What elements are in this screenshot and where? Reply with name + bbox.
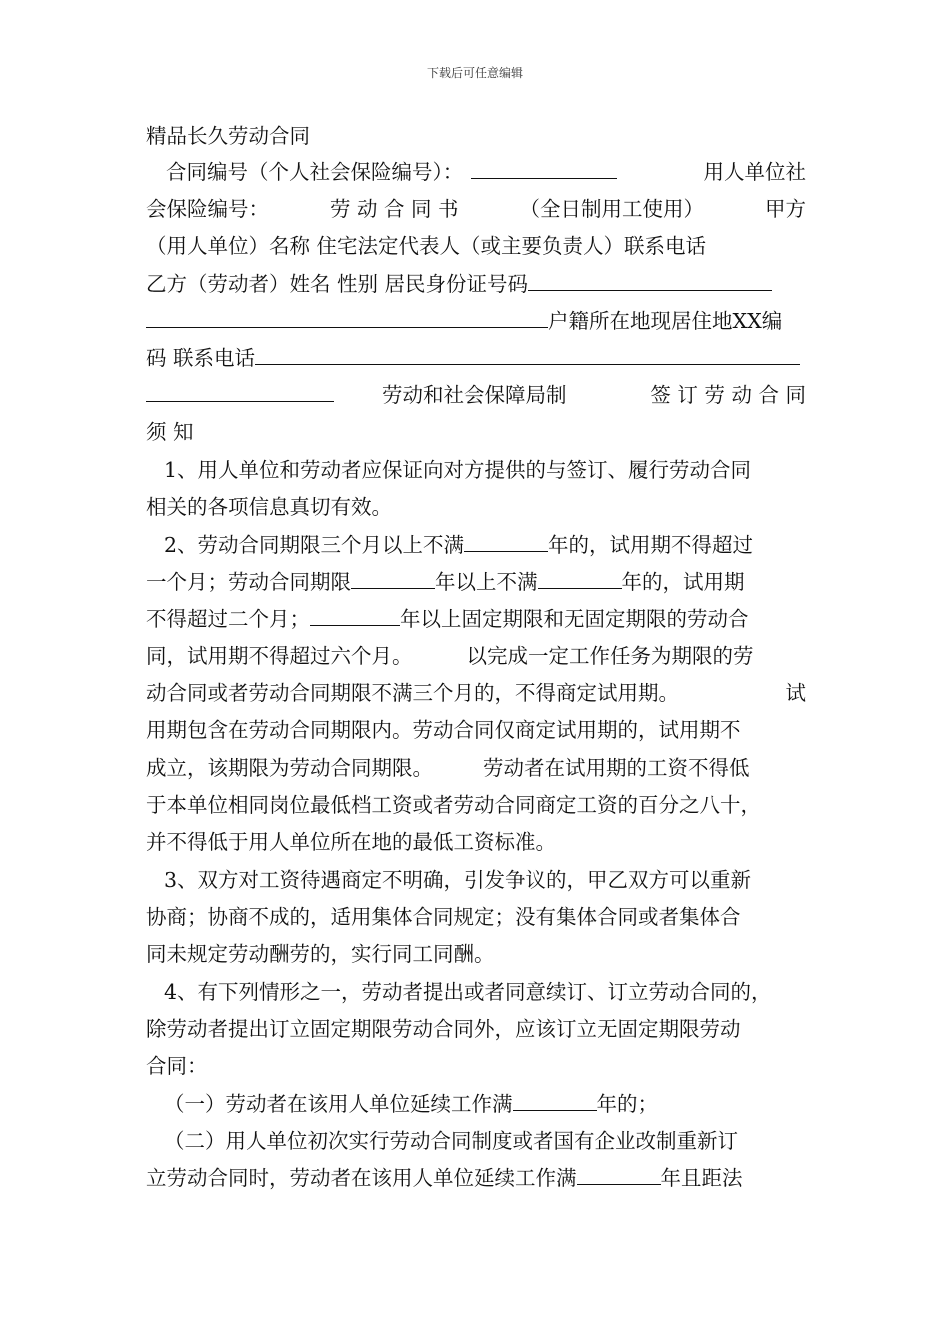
text-segment: 同，试用期不得超过六个月。 <box>146 644 413 668</box>
party-a-label: 甲方 <box>764 197 806 221</box>
text-segment: 2、劳动合同期限三个月以上不满 <box>164 533 465 557</box>
text-segment: 年以上不满 <box>435 570 538 594</box>
employee-info-line <box>146 266 806 302</box>
item-2-line: （二）用人单位初次实行劳动合同制度或者国有企业改制重新订 <box>164 1129 738 1153</box>
text-segment: 以完成一定工作任务为期限的劳 <box>466 644 754 668</box>
household-line <box>146 303 806 339</box>
employer-info-line: （用人单位）名称 住宅法定代表人（或主要负责人）联系电话 <box>146 234 707 258</box>
paragraph-2-line <box>146 527 806 563</box>
code-phone-line <box>146 340 806 376</box>
paragraph-3-line: 协商；协商不成的，适用集体合同规定；没有集体合同或者集体合 <box>146 905 741 929</box>
paragraph-2-line <box>146 750 806 786</box>
paragraph-2-line <box>146 675 806 711</box>
social-insurance-line <box>146 191 806 227</box>
paragraph-2-line <box>146 638 806 674</box>
text-segment: 不得超过二个月； <box>146 607 310 631</box>
employee-info-text: 乙方（劳动者）姓名 性别 居民身份证号码 <box>146 272 529 296</box>
blank-line <box>351 568 435 589</box>
sign-contract-heading: 签 订 劳 动 合 同 <box>650 383 806 407</box>
text-segment: 年以上固定期限和无固定期限的劳动合 <box>400 607 749 631</box>
text-segment: 年的，试用期不得超过 <box>548 533 754 557</box>
page-header: 下载后可任意编辑 <box>426 66 523 80</box>
paragraph-1-line: 1、用人单位和劳动者应保证向对方提供的与签订、履行劳动合同 <box>164 458 752 482</box>
paragraph-2-line <box>146 601 806 637</box>
blank-line <box>528 270 772 291</box>
fulltime-label: （全日制用工使用） <box>519 197 705 221</box>
bureau-line <box>146 377 806 413</box>
document-title: 精品长久劳动合同 <box>146 124 310 148</box>
paragraph-4-line: 4、有下列情形之一，劳动者提出或者同意续订、订立劳动合同的， <box>164 980 772 1004</box>
text-segment: 年的，试用期 <box>621 570 745 594</box>
blank-line <box>146 307 548 328</box>
text-segment: 成立，该期限为劳动合同期限。 <box>146 756 433 780</box>
blank-line <box>471 158 617 179</box>
paragraph-4-line: 合同： <box>146 1054 208 1078</box>
paragraph-2-line <box>146 564 806 600</box>
blank-line <box>146 381 334 402</box>
contract-number-line <box>146 154 806 190</box>
item-2-line <box>146 1160 806 1196</box>
notice-heading: 须 知 <box>146 420 194 444</box>
paragraph-3-line: 3、双方对工资待遇商定不明确，引发争议的，甲乙双方可以重新 <box>164 868 752 892</box>
blank-line <box>513 1090 597 1111</box>
blank-line <box>538 568 622 589</box>
text-segment: （一）劳动者在该用人单位延续工作满 <box>164 1092 513 1116</box>
contract-number-label: 合同编号（个人社会保险编号）： <box>166 160 464 184</box>
text-segment: 立劳动合同时，劳动者在该用人单位延续工作满 <box>146 1166 577 1190</box>
contract-book-label: 劳 动 合 同 书 <box>329 197 459 221</box>
blank-line <box>310 605 400 626</box>
household-text: 户籍所在地现居住地XX编 <box>548 309 783 333</box>
paragraph-3-line: 同未规定劳动酬劳的，实行同工同酬。 <box>146 942 495 966</box>
blank-line <box>577 1164 661 1185</box>
employer-social-label: 用人单位社 <box>703 160 806 184</box>
bureau-text: 劳动和社会保障局制 <box>382 383 567 407</box>
text-segment: 会保险编号： <box>146 197 269 221</box>
text-segment: 劳动者在试用期的工资不得低 <box>483 756 750 780</box>
paragraph-4-line: 除劳动者提出订立固定期限劳动合同外，应该订立无固定期限劳动 <box>146 1017 741 1041</box>
paragraph-1-line: 相关的各项信息真切有效。 <box>146 495 392 519</box>
blank-line <box>255 344 800 365</box>
code-phone-text: 码 联系电话 <box>146 346 256 370</box>
text-segment: 一个月；劳动合同期限 <box>146 570 351 594</box>
text-segment: 年且距法 <box>660 1166 743 1190</box>
paragraph-2-line: 用期包含在劳动合同期限内。劳动合同仅商定试用期的，试用期不 <box>146 718 741 742</box>
text-segment: 试 <box>785 681 806 705</box>
text-segment: 年的； <box>596 1092 658 1116</box>
paragraph-2-line: 并不得低于用人单位所在地的最低工资标准。 <box>146 830 556 854</box>
blank-line <box>464 531 548 552</box>
paragraph-2-line: 于本单位相同岗位最低档工资或者劳动合同商定工资的百分之八十， <box>146 793 761 817</box>
text-segment: 动合同或者劳动合同期限不满三个月的，不得商定试用期。 <box>146 681 679 705</box>
item-1-line <box>146 1086 806 1122</box>
